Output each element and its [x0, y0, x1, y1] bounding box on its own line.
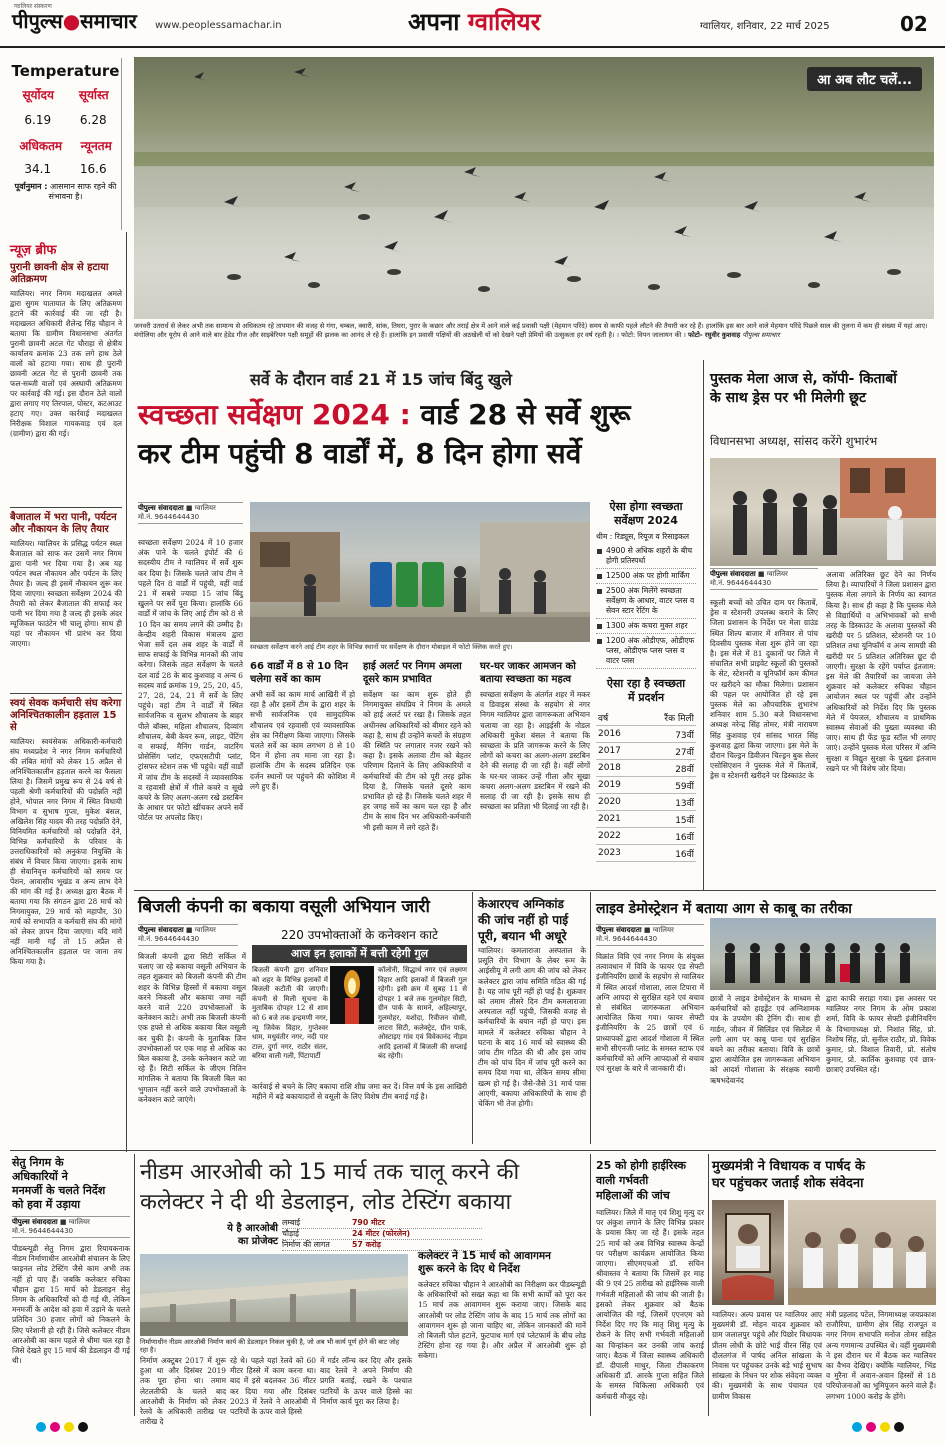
list-item: 1200 अंक ओडीएफ, ओडीएफ प्लस, ओडीएफ प्लस प्लस व वाटर प्लस: [596, 634, 696, 669]
condolence-rule: [708, 1154, 709, 1416]
fire-probe-headline-1: केआरएच अग्निकांड: [478, 897, 564, 911]
cyan-mark: [852, 1422, 862, 1432]
rank-value: 59वीं: [640, 777, 696, 794]
sunrise-value: 6.19: [24, 113, 52, 127]
yellow-mark: [880, 1422, 890, 1432]
brief-headline: स्वयं सेवक कर्मचारी संघ करेगा अनिश्चितकालीन हड़ताल 15 से: [10, 698, 122, 733]
rob-row-value: 57 करोड़: [352, 1240, 381, 1249]
fire-demo-byline-mobile: मो.नं. 9644644430: [596, 935, 658, 943]
pregnancy-headline: [596, 1158, 704, 1203]
lead-headline-red: स्वच्छता सर्वेक्षण 2024 :: [138, 398, 411, 431]
condolence-headline: [712, 1158, 938, 1192]
book-fair-headline-2: के साथ ड्रेस पर भी मिलेगी छूट: [710, 390, 866, 406]
rob-bottom-col2: रहे थे। पहले यहां रेलवे को 60 मीटर हिस्से में काम करना था। बाद में इसे बदलकर 36 मीटर कर दिया गया और दिसंबर 2023 में रेलवे ने आरओबी में पटरियों के ऊपर वाले हिस्से: [230, 1356, 316, 1417]
cyan-mark: [36, 1422, 46, 1432]
book-fair-photo-illustration: [710, 458, 936, 566]
book-fair-byline-city: ग्वालियर: [766, 570, 788, 578]
black-mark: [894, 1422, 904, 1432]
brief-divider: [10, 507, 122, 508]
fire-demo-headline: लाइव डेमोस्ट्रेशन में बताया आग से काबू का तरीका: [596, 901, 852, 917]
black-mark: [78, 1422, 88, 1432]
paper-name-right: समाचार: [80, 9, 137, 33]
masthead: [0, 0, 945, 48]
rob-row-label: चौड़ाई: [282, 1229, 299, 1238]
bridge-headline-2: कलेक्टर ने दी थी डेडलाइन, लोड टेस्टिंग बकाया: [140, 1190, 512, 1215]
fire-demo-body-col2: छात्रों ने लाइव डेमोस्ट्रेशन के माध्यम से कर्मचारियों को हाइड्रेंट एवं अग्निशामक यंत्र के उपयोग की ट्रेनिंग दी। साथ ही गार्डन, जीवन में सिलिंडर एवं सिलेंडर में लगी आग पर काबू पाना एवं सुरक्षित बचने का तरीका बताया। विवि के छात्रों द्वारा आयोजित इस जागरूकता अभियान को आदर्श गोशाला के संरक्षक स्वामी ऋषभदेवानंद: [710, 994, 820, 1085]
brief-body: ग्वालियर। नगर निगम मदाखलत अमले द्वारा सुगम यातायात के लिए अतिक्रमण हटाने की कार्रवाई की जा रही है। मदाखलत अधिकारी शैलेन्द्र सिंह चौहान ने बताया कि ग्रामीण विधानसभा अंतर्गत पुरानी छावनी अटल गेट चौराहा से क्षेत्रीय कार्यालय क्रमांक 23 तक लगे हाथ ठेले वालों को हटाया गया। साथ ही पुरानी छावनी अटल गेट से पुरानी छावनी तक फल-सब्जी वालों एवं अस्थायी अतिक्रमण पर कार्रवाई की गई। इस दौरान ठेले वालों द्वारा लगाए गए तिरपाल, पोस्टर, कटआउट हटाए गए। उक्त कार्रवाई मदाखलत निरीक्षक विशाल गायकवाड़ एवं दल (ग्रामीण) द्वारा की गई।: [10, 289, 122, 438]
lead-headline-black-2: कर टीम पहुंची 8 वार्डों में, 8 दिन होगा सर्वे: [138, 437, 582, 470]
collector-body: कलेक्टर रुचिका चौहान ने आरओबी का निरीक्षण कर पीडब्ल्यूडी के अधिकारियों को सख्त कहा था कि सभी कार्यों को पूरा कर 15 मार्च तक आवागमन शुरू कराया जाए। जिसके बाद आरओबी पर लोड टेस्टिंग जांच के बाद 15 मार्च तक लोगों का आवागमन शुरू हो जाना चाहिए था, लेकिन जानकारों की मानें तो बिजली पोल हटाने, फुटपाथ मार्ग एवं प्लेटफार्म के बीच लोड टेस्टिंग होना रह गया है। और अप्रैल में आरओबी शुरू हो सकेगा।: [418, 1280, 586, 1361]
top-photo-caption-text: जनवरी उतरार्ध से लेकर अभी तक सामान्य से अधिकतम रहे तापमान की वजह से गंगा, चम्बल, क्वारी, सांक, तिघरा, पुरार के कछार और तराई क्षेत्र में आने वाले कई प्रवासी पक्षी (मेहमान परिंदे) समय से काफी पहले लौटने की तैयारी कर रहे हैं। हालांकि इस बार आने वाले मेहमान परिंदे पिछले साल की तुलना में कम ही संख्या में यहां आए। मंगोलिया और यूरोप से आने वाले बार हेडेड गीज और साइबेरियन पक्षी समूहों की झलक का आनंद ले रहे हैं। हालांकि इन प्रवासी पक्षियों की अठखेली यों को देखने पक्षी प्रेमियों की उत्सुकता हर वर्ष रहती है। । फोटो: विपन जालायन की ।: [134, 322, 928, 339]
table-row: [596, 811, 696, 828]
condolence-body-col2: मंत्री प्रहलाद पटेल, निगमाध्यक्ष जयप्रकाश राजौरिया, ग्रामीण क्षेत्र सिंह राजपूत व नगर निगम सभापति मनोज तोमर सहित अन्य गणमान्य उपस्थित थे। वहीं मुख्यमंत्री ने इस दौरान घर में बैठक कर ग्वालियर का वैभव देखिए। क्योंकि ग्वालियर, भिंड व मुरैना में अवान-अवान हिस्सों से 18 परियोजनाओं का भूमिपूजन करने वाले हैं। लगभग 1000 करोड़ के होंगे।: [826, 1310, 936, 1401]
condolence-body-col1: ग्वालियर। अल्प प्रवास पर ग्वालियर आए मुख्यमंत्री डॉ. मोहन यादव शुक्रवार को ग्राम जलालपुर पहुंचे और पिछोर विधायक प्रीतम लोधी के छोटे भाई वीरन सिंह एवं दौलतगंज में पार्षद अनिल सांखला के निवास पर पहुंचकर उनके बड़े भाई सुभाष सांखला के निधन पर शोक संवेदना व्यक्त की। मुख्यमंत्री के साथ पंचायत एवं ग्रामीण विकास: [712, 1310, 822, 1401]
table-row: [596, 760, 696, 777]
rob-bottom-col3: में गर्डर लॉन्च कर दिए और इसके बाद रेलवे ने अपने निर्माण की प्रगति बताई, रखने के पश्चात पटरियों के ऊपर वाले हिस्से का निर्माण कार्य पूरा कर लिया है।: [320, 1356, 412, 1406]
electricity-byline-mobile: मो.नं. 9644644430: [138, 935, 200, 943]
weather-box: [10, 58, 122, 230]
sidebar-rule: [126, 232, 127, 1152]
bridge-left-headline: [12, 1156, 130, 1212]
lead-headline-black-1: वार्ड 28 से सर्वे शुरू: [420, 398, 631, 431]
outage-col1: बिजली कंपनी द्वारा शनिवार को शहर के विभिन्न इलाकों में बिजली कटौती की जाएगी। कंपनी से मिली सूचना के मुताबिक दोपहर 12 से शाम को 6 बजे तक इन्द्रमणी नगर, न्यू जिवेक विहार, गुप्तेश्वर धाम, मधुवंतीर नगर, नदी पार टाल, दुर्गा नगर, राठौर संतर, बरिया वाली गली, पिंटापार्टी: [252, 966, 328, 1061]
candle-photo: [330, 966, 374, 1024]
survey-theme: थीम : रिड्यूस, रियूज व रिसाइकल: [596, 532, 690, 541]
table-row: [282, 1218, 482, 1229]
bridge-left-headline-3: मनमर्जी के चलते निर्देश: [12, 1184, 106, 1197]
min-temp-value: 16.6: [79, 162, 107, 176]
bridge-byline-mobile: मो.नं. 9644644430: [12, 1227, 74, 1235]
table-row: [596, 828, 696, 845]
news-brief-sidebar: [10, 262, 122, 1155]
table-row: [596, 726, 696, 743]
condolence-headline-2: घर पहुंचकर जताई शोक संवेदना: [712, 1176, 864, 1191]
book-fair-body-col1: स्कूली बच्चों को उचित दाम पर किताबें, ड्रेस व स्टेशनरी उपलब्ध कराने के लिए जिला प्रशासन के निर्देश पर मेला ग्राउंड स्थित शिल्प बाजार में शनिवार से पांच दिवसीय पुस्तक मेला शुरू होने जा रहा है। इस मेले में 81 दुकानों पर जिले में संचालित सभी प्राइवेट स्कूलों की पुस्तकों के सेट, स्टेशनरी व यूनिफॉर्म कम कीमत पर खरीदने का मौका मिलेगा। प्रशासन की पहल पर आयोजित हो रहे इस पुस्तक मेले का औपचारिक शुभारंभ शनिवार शाम 5.30 बजे विधानसभा अध्यक्ष नरेन्द्र सिंह तोमर, मंत्री नारायण सिंह कुशवाह एवं सांसद भारत सिंह कुशवाह द्वारा किया जाएगा। इस मेले के दौरान चिल्ड्रन डिवीजन चिल्ड्रन बुक सेलर एसोसिएशन ने पुस्तक मेले में किताबें, ड्रेस व स्टेशनरी खरीदने पर डिस्काउंट के: [710, 598, 818, 781]
fire-demo-byline-name: पीपुल्स संवाददाता: [596, 926, 642, 934]
bridge-headline-1: नीडम आरओबी को 15 मार्च तक चालू करने की: [140, 1160, 520, 1185]
survey-box-title-1: ऐसा होगा स्वच्छता: [609, 500, 683, 513]
electricity-byline-city: ग्वालियर: [194, 926, 216, 934]
min-temp-label: न्यूनतम: [80, 139, 112, 153]
fire-demo-photo-illustration: [710, 918, 936, 990]
rank-value: 28वीं: [640, 760, 696, 777]
sunset-value: 6.28: [79, 113, 107, 127]
table-row: [596, 777, 696, 794]
fire-demo-body-col1: विक्रांत विवि एवं नगर निगम के संयुक्त तत्वावधान में विवि के फायर एंड सेफ्टी इंजीनियरिंग छात्रों के सहयोग से ग्वालियर में स्थित आदर्श गोशाला, लाल टिपारा में अग्नि आपदा से सुरक्षित रहने एवं बचाव से संबंधित जागरूकता अभियान आयोजित किया गया। फायर सेफ्टी इंजीनियरिंग के 25 छात्रों एवं 6 प्राध्यापकों द्वारा आदर्श गोशाला में स्थित सभी सीएनजी प्लांट के समस्त स्टाफ एवं कर्मचारियों को अग्नि आपदाओं से बचाव एवं सुरक्षा के बारे में जानकारी दी।: [596, 952, 704, 1074]
table-row: [596, 743, 696, 760]
survey-info-box: [596, 500, 696, 885]
bridge-byline-city: ग्वालियर: [68, 1218, 90, 1226]
brief-body: ग्वालियर। स्वयंसेवक अधिकारी-कर्मचारी संघ मध्यप्रदेश ने नगर निगम कर्मचारियों की लंबित मांगों को लेकर 15 अप्रैल से अनिश्चितकालीन हड़ताल करने का फैसला लिया है। जिसमें प्रमुख रूप से 24 वर्ष से पहली श्रेणी कर्मचारियों की पदोन्नति नहीं होने, भोपाल नगर निगम में स्थित विधायी विभाग व सुभाष गुप्ता, मुकेश बंसल, अखिलेश सिंह यादव की तरह पदोन्नति देने, विनियमित कर्मचारियों को पदोन्नति देने, विभिन्न कर्मचारियों के परिवार के उत्तराधिकारियों को अनुकंपा नियुक्ति के संबंध में विचार किया जाएगा। इसके साथ ही सेवानिवृत्त कर्मचारियों को समय पर पेंशन, आवासीय भूखंड व अन्य लाभ देने की मांग की गई है। अध्यक्ष द्वारा बैठक में बताया गया कि संगठन द्वारा 28 मार्च को निगमायुक्त, 29 मार्च को महापौर, 30 मार्च को सभापति व कर्मचारी संघ की मांगों को लेकर ज्ञापन दिया जाएगा। यदि मांगें नहीं मानी गईं तो 15 अप्रैल से अनिश्चितकालीन हड़ताल पर जाना तय किया गया है।: [10, 737, 122, 966]
sub1-head: 66 वार्डों में 8 से 10 दिन चलेगा सर्वे का काम: [250, 661, 348, 685]
rob-photo-illustration: [140, 1254, 408, 1336]
survey-photo-illustration: [250, 502, 590, 642]
rank-year: 2017: [596, 743, 640, 760]
fire-probe-headline-3: पूरी, बयान भी अधूरे: [478, 929, 567, 943]
electricity-deck: 220 उपभोक्ताओं के कनेक्शन काटे: [280, 928, 439, 942]
max-temp-label: अधिकतम: [19, 139, 63, 153]
lead-body-col1: स्वच्छता सर्वेक्षण 2024 में 10 हजार अंक पाने के चलते इंपोर्ट की 6 सदस्यीय टीम ने ग्वालियर में सर्वे शुरू कर दिया है। जिसके चलते जांच टीम ने पहले दिन 8 वार्डों में पहुंची, वहीं वार्ड 21 में सबसे ज्यादा 15 जांच बिंदु खुलने पर सर्वे पूरा किया। हालांकि 66 वार्डों में जांच के लिए आई टीम को 8 से 10 दिन का समय लगने की उम्मीद है। केन्द्रीय शहरी विकास मंत्रालय द्वारा भेजा सर्वे दल अब शहर के वार्डों में साफ सफाई के विभिन्न मानकों की जांच करेगा। जिसके तहत सर्वेक्षण के चलते दल वार्ड 28 के बाद कुशवाह व अन्य 6 सदस्य वार्ड क्रमांक 19, 25, 20, 45, 27, 28, 24, 21 में सर्वे के लिए पहुंचे। वहां टीम ने वार्डों में स्थित सार्वजनिक व सुलभ शौचालय के बाहर पीले बॉक्स, महिला शौचालय, दिव्यांग शौचालय, बेबी केयर रूम, लाइट, पेंटिंग व सफाई, मैनिंग गार्डन, वाटरिंग प्रोसेसिंग प्लांट, एफएसटीपी प्लांट, ट्रांसफर स्टेशन तक भी पहुंचे। वहीं वार्डों में जांच टीम के सदस्यों ने व्यावसायिक व रहवासी क्षेत्रों में गीले कचरे व सूखे कचरे के लिए अलग-अलग रखे डस्टबिन के आधार पर फोटो खींचकर अपने सर्वे पोर्टल पर अपलोड किए।: [138, 538, 243, 823]
sunrise-label: सूर्योदय: [22, 88, 54, 102]
top-photo-credit-left: फोटो- रघुवीर कुशवाह: [688, 330, 741, 339]
fire-demo-byline-city: ग्वालियर: [652, 926, 674, 934]
list-item: 1300 अंक कचरा मुक्त शहर: [596, 619, 696, 634]
rob-row-label: निर्माण की लागत: [282, 1240, 330, 1249]
lead-byline: पीपुल्स संवाददाता ■ ग्वालियर मो.नं. 9644644430: [138, 502, 243, 524]
table-row: [596, 709, 696, 726]
paper-name-dot: ●: [62, 9, 81, 33]
book-fair-byline: पीपुल्स संवाददाता ■ ग्वालियर मो.नं. 9644644430: [710, 568, 818, 590]
tiny-label: ग्वालियर संस्करण: [14, 3, 52, 10]
fire-demo-byline: पीपुल्स संवाददाता ■ ग्वालियर मो.नं. 9644644430: [596, 924, 704, 946]
rank-year: 2022: [596, 828, 640, 845]
rank-value: 16वीं: [640, 828, 696, 845]
magenta-mark: [866, 1422, 876, 1432]
top-photo-credit-right: पीपुल्स समाचार: [742, 330, 780, 339]
book-fair-photo: [710, 458, 936, 566]
condolence-portrait-illustration: [712, 1200, 784, 1305]
magenta-mark: [50, 1422, 60, 1432]
rob-row-value: 790 मीटर: [352, 1218, 385, 1227]
rank-value: 73वीं: [640, 726, 696, 743]
list-item: 2500 अंक मिलेंगे स्वच्छता सर्वेक्षण के आधार, वाटर प्लस व सेवन स्टार रेटिंग के: [596, 584, 696, 619]
section-title-black: अपना: [408, 8, 460, 36]
rank-table: [596, 709, 696, 862]
sub2-body: सर्वेक्षण का काम शुरू होते ही निगमायुक्त संघप्रिय ने निगम के अमले को हाई अलर्ट पर रखा है। जिसके तहत अधीनस्थ अधिकारियों को बीमार रहने को कहा है, साथ ही उन्होंने कचरों के संग्रहण की स्थिति पर लगातार नजर रखने को कहा है। इसके अलावा टीम को बेहतर परिणाम दिलाने के लिए अधिकारियों व कर्मचारियों की टीम को पूरी तरह झोंक दिया है, जिसके चलते दूसरे काम प्रभावित हो रहे हैं। जिसके चलते शहर में हर जगह सर्वे का काम चल रहा है और टीम के साथ दिन भर अधिकारी-कर्मचारी भी इसी काम में लगे रहते हैं।: [363, 690, 471, 832]
book-fair-subhead: विधानसभा अध्यक्ष, सांसद करेंगे शुभारंभ: [710, 434, 878, 448]
rob-row-label: लम्बाई: [282, 1218, 301, 1227]
sub3-body: स्वच्छता सर्वेक्षण के अंतर्गत शहर में मकर व डिवाइस संस्था के सहयोग से नगर निगम ग्वालियर द्वारा जागरूकता अभियान चलाया जा रहा है। आइईसी के नोडल अधिकारी मुकेश बंसल ने बताया कि स्वच्छता के प्रति जागरूक करने के लिए लोगों को कचरा का अलग-अलग डस्टबिन देने की सलाह दी जा रही है। वहीं लोगों के घर-घर जाकर उन्हें गीला और सूखा कचरा अलग-अलग डस्टबिन में रखने की सलाह दी जा रही है। इसके साथ ही स्वच्छता का प्रतिज्ञा भी दिलाई जा रही है।: [480, 690, 590, 812]
bridge-headline: [140, 1158, 584, 1218]
brief-headline: पुरानी छावनी क्षेत्र से हटाया अतिक्रमण: [10, 262, 109, 285]
collector-headline: [418, 1250, 586, 1276]
lead-byline-name: पीपुल्स संवाददाता: [138, 504, 184, 512]
section-title-red: ग्वालियर: [467, 8, 541, 36]
outage-col2: कॉलोनी, सिद्धार्थ नगर एवं लक्ष्मण विहार आदि इलाकों में बिजली गुल रहेगी। इसी क्रम में सुबह 11 से दोपहर 1 बजे तक गुलमोहर सिटी, ग्रीन पार्क के सामने, अहिल्यापुर, गुलमोहर, यशोदा, रिवीजन वोसी, लाटरा सिटी, कलेक्ट्रेट, ग्रीन पार्क, ओस्टाइए गांव एवं विवेकानंद नीड़म आदि इलाकों में बिजली की सप्लाई बंद रहेगी।: [378, 966, 467, 1061]
bridge-left-headline-4: को हवा में उड़ाया: [12, 1198, 81, 1211]
survey-box-title: [596, 500, 696, 528]
page-number: 02: [900, 12, 928, 36]
fire-probe-headline-2: की जांच नहीं हो पाई: [478, 913, 569, 927]
electricity-byline-name: पीपुल्स संवाददाता: [138, 926, 184, 934]
brief-headline: बैजाताल में भरा पानी, पर्यटन और नौकायन के लिए तैयार: [10, 512, 117, 535]
rank-title-1: ऐसा रहा है स्वच्छता: [606, 677, 686, 690]
rob-photo: [140, 1254, 408, 1336]
survey-criteria-list: [596, 544, 696, 669]
lead-kicker: सर्वे के दौरान वार्ड 21 में 15 जांच बिंदु खुले: [250, 370, 512, 389]
sunset-label: सूर्यास्त: [78, 88, 109, 102]
bridge-byline: पीपुल्स संवाददाता ■ ग्वालियर मो.नं. 9644644430: [12, 1216, 130, 1238]
forecast: [10, 182, 121, 202]
bridge-left-headline-1: सेतु निगम के: [12, 1156, 64, 1169]
weather-title: Temperature: [11, 62, 120, 80]
candle-icon: [330, 966, 374, 1024]
electricity-body-col1: बिजली कंपनी द्वारा सिटी सर्किल में चलाए जा रहे बकाया वसूली अभियान के तहत शुक्रवार को बिजली कंपनी की टीम शहर के विभिन्न हिस्सों में बकाया वसूल करने निकली और बकाया जमा नहीं करने वाले 220 उपभोक्ताओं के कनेक्शन काटे। अभी तक बिजली कंपनी एक हफ्ते से अधिक बकाया बिल वसूली कर चुकी है। कंपनी के मुताबिक जिन उपभोक्ताओं पर एक माह से अधिक का बिल बकाया है, उनके कनेक्शन काटे जा रहे हैं। सिटी सर्किल के जीएम नितिन मांगलिक ने बताया कि बिजली बिल का भुगतान नहीं करने वाले उपभोक्ताओं के कनेक्शन काटे जाएंगे।: [138, 952, 246, 1104]
section-title: [408, 8, 540, 36]
book-fair-byline-name: पीपुल्स संवाददाता: [710, 570, 756, 578]
mid-rule-2: [10, 1150, 936, 1151]
fire-demo-body-col3: द्वारा काफी सराहा गया। इस अवसर पर ग्वालियर नगर निगम के ओम प्रकाश शर्मा, विवि के फायर सेफ्टी इंजीनियरिंग के विभागाध्यक्ष प्रो. निशांत सिंह, प्रो. निशोष सिंह, प्रो. सुनील राठौर, प्रो. विवेक कुमार, प्रो. विशाल तिवारी, प्रो. संतोष कुमार, प्रो. कार्तिक कुशवाह एवं छात्र-छात्राएं उपस्थित रहे।: [826, 994, 936, 1075]
book-fair-headline: [710, 370, 936, 408]
bridge-byline-name: पीपुल्स संवाददाता: [12, 1218, 58, 1226]
pregnancy-headline-3: महिलाओं की जांच: [596, 1189, 670, 1202]
news-brief-label: न्यूज़ ब्रीफ: [10, 243, 57, 258]
photo-badge: आ अब लौट चलें...: [807, 67, 922, 91]
yellow-mark: [64, 1422, 74, 1432]
electricity-body-col2: कार्रवाई से बचने के लिए बकाया राशि शीघ्र जमा कर दें। वित्त वर्ष के इस आखिरी महीने में बड़े बकायादारों से वसूली के लिए विशेष टीम बनाई गई है।: [252, 1082, 467, 1102]
rob-photo-caption: निर्माणाधीन नीडम आरओबी निर्माण कार्य की डेडलाइन निकल चुकी है, जो अब भी कार्य पूर्ण होने की बाट जोह रहा है।: [140, 1338, 400, 1354]
forecast-label: पूर्वानुमान :: [14, 182, 48, 191]
rank-title-2: में प्रदर्शन: [627, 691, 665, 704]
sub1-body: अभी सर्वे का काम मार्च आखिरी में हो रहा है और इसमें टीम के द्वारा शहर के सभी सार्वजनिक एवं सामुदायिक शौचालय एवं रहवासी एवं व्यावसायिक क्षेत्र का निरीक्षण किया जाएगा। जिसके चलते सर्वे का काम लगभग 8 से 10 दिन में होना तय माना जा रहा है। हालांकि टीम के सदस्य प्रतिदिन एक दर्जन स्थानों पर पहुंचने की कोशिश में लगे हुए हैं।: [250, 690, 355, 791]
book-fair-headline-1: पुस्तक मेला आज से, कॉपी- किताबों: [710, 371, 897, 387]
collector-headline-1: कलेक्टर ने 15 मार्च को आवागमन: [418, 1250, 551, 1262]
bridge-right-rule: [590, 1154, 591, 1416]
bridge-left-headline-2: अधिकारियों ने: [12, 1170, 68, 1183]
lead-byline-mobile: मो.नं. 9644644430: [138, 513, 200, 521]
rob-bottom-col1: निर्माण अक्टूबर 2017 में शुरू हुआ था और दिसंबर 2019 तक पूरा होना था। तमाम लेटलतीफी के चलते बाद आरओबी के निर्माण को लेकर रेलवे के अधिकारी तारीख पर तारीख दे: [140, 1356, 226, 1427]
top-photo-caption: [134, 322, 934, 346]
lead-byline-city: ग्वालियर: [194, 504, 216, 512]
rank-year: 2021: [596, 811, 640, 828]
rank-col-rank: रैंक मिली: [640, 709, 696, 726]
rank-title: [596, 677, 696, 705]
rob-project-label-2: का प्रोजेक्ट: [238, 1236, 278, 1247]
table-row: [282, 1229, 482, 1240]
website-link[interactable]: www.peoplessamachar.in: [155, 20, 282, 31]
list-item: 4900 से अधिक शहरों के बीच होगी प्रतिस्पर्धा: [596, 544, 696, 569]
survey-photo-caption: स्वच्छता सर्वेक्षण करने आई टीम शहर के विभिन्न स्थानों पर सर्वेक्षण के दौरान मोबाइल में फोटो क्लिक करते हुए।: [250, 643, 513, 651]
rob-project-table: [282, 1218, 482, 1251]
brief-divider: [10, 693, 122, 694]
book-fair-body-col2: अलावा अतिरिक्त छूट देने का निर्णय लिया है। व्यापारियों ने जिला प्रशासन द्वारा पुस्तक मेला लगाने के निर्णय का स्वागत किया है। साथ ही कहा है कि पुस्तक मेले से विद्यार्थियों व अभिभावकों को सभी तरह के डिस्काउंट के अलावा पुस्तकों की खरीदी पर 5 प्रतिशत, स्टेशनरी पर 10 प्रतिशत तथा यूनिफॉर्म व अन्य सामग्री की खरीदी पर 5 प्रतिशत अतिरिक्त छूट दी जाएगी। सुरक्षा के रहेंगे पर्याप्त इंतजाम: इस मेले की तैयारियों का जायजा लेने शुक्रवार को कलेक्टर रुचिका चौहान आयोजन स्थल पर पहुंचीं और उन्होंने अधिकारियों को निर्देश दिए कि पुस्तक मेले में पेयजल, शौचालय व प्राथमिक स्वास्थ्य सेवाओं की पुख्ता व्यवस्था की जाए। साथ ही फेंड फूड स्टॉल भी लगाए जाएं। उन्होंने पुस्तक मेला परिसर में अग्नि सुरक्षा व विद्युत सुरक्षा के पुख्ता इंतजाम रखने पर भी विशेष जोर दिया।: [826, 570, 936, 773]
max-temp-value: 34.1: [24, 162, 52, 176]
rank-value: 27वीं: [640, 743, 696, 760]
rank-value: 15वीं: [640, 811, 696, 828]
rob-project-label-1: ये है आरओबी: [227, 1223, 278, 1234]
fire-probe-headline: [478, 896, 586, 944]
outage-box-head: आज इन इलाकों में बत्ती रहेगी गुल: [252, 945, 467, 963]
fire-demo-photo: [710, 918, 936, 990]
birds-photo: [134, 57, 934, 319]
forecast-text: आसमान साफ रहने की संभावना है।: [48, 182, 117, 201]
survey-photo: [250, 502, 590, 642]
pregnancy-body: ग्वालियर। जिले में मातृ एवं शिशु मृत्यु दर पर अंकुश लगाने के लिए विभिन्न प्रकार के प्रयास किए जा रहे हैं। इसके तहत 25 मार्च को अब विभिन्न स्वास्थ्य केन्द्रों पर परीक्षण कार्यक्रम आयोजित किया जाएगा। सीएमएचओ डॉ. सचिन श्रीवास्तव ने बताया कि जिसमें हर माह की 9 एवं 25 तारीख को हाईरिस्क वाली गर्भवती महिलाओं की जांच की जाती है। इसको लेकर शुक्रवार को बैठक आयोजित की गई, जिसमें एएनएम को निर्देश दिए गए कि मातृ शिशु मृत्यु के रोकने के लिए सभी गर्भवती महिलाओं का चिन्हांकन कर उनकी जांच कराई जाए। बैठक में जिला स्वास्थ्य अधिकारी डॉ. दीपाली माथुर, जिला टीकाकरण अधिकारी डॉ. आरके गुप्ता सहित जिले के समस्त चिकित्सा अधिकारी एवं कर्मचारी मौजूद रहे।: [596, 1208, 704, 1401]
sub3-head: घर-घर जाकर आमजन को बताया स्वच्छता का महत्व: [480, 661, 576, 685]
pregnancy-headline-2: वाली गर्भवती: [596, 1174, 649, 1187]
rob-row-value: 24 मीटर (फोरलेन): [352, 1229, 411, 1238]
rank-value: 13वीं: [640, 794, 696, 811]
condolence-photo-right: [788, 1200, 936, 1305]
rank-year: 2020: [596, 794, 640, 811]
brief-body: ग्वालियर। ग्वालियर के प्रसिद्ध पर्यटन स्थल बैजाताल को साफ कर उसमें नगर निगम द्वारा पानी भर दिया गया है। अब यह पर्यटन स्थल नौकायन और पर्यटन के लिए तैयार है। जल्द ही इसमें नौकायन शुरू कर दिया जाएगा। स्वच्छता सर्वेक्षण 2024 की तैयारी को लेकर बैजाताल की सफाई कर पानी भर दिया गया है जल्द ही इसके अंदर म्यूजिकल फाउंटेन भी चालू होगा। साथ ही यहां पर नौकायन भी प्रारंभ कर दिया जाएगा।: [10, 539, 122, 648]
bridge-left-rule: [134, 1154, 135, 1416]
survey-box-title-2: सर्वेक्षण 2024: [614, 514, 678, 527]
brief-item: [10, 698, 122, 1177]
list-item: 12500 अंक पर होगी मार्किंग: [596, 569, 696, 584]
rob-project-label: [196, 1222, 278, 1248]
brief-item: [10, 512, 122, 689]
table-row: [596, 845, 696, 862]
table-row: [596, 794, 696, 811]
electricity-headline: बिजली कंपनी का बकाया वसूली अभियान जारी: [138, 897, 430, 917]
mid-rule-1: [134, 890, 936, 891]
paper-name-left: पीपुल्स: [12, 9, 63, 33]
rank-col-year: वर्ष: [596, 709, 640, 726]
condolence-headline-1: मुख्यमंत्री ने विधायक व पार्षद के: [712, 1159, 865, 1174]
rank-year: 2019: [596, 777, 640, 794]
condolence-photo-left: [712, 1200, 784, 1305]
date-line: ग्वालियर, शनिवार, 22 मार्च 2025: [700, 21, 830, 32]
mid-rule-v2: [590, 892, 591, 1144]
mid-rule-v1: [472, 892, 473, 1144]
book-fair-byline-mobile: मो.नं. 9644644430: [710, 579, 772, 587]
sub2-head: हाई अलर्ट पर निगम अमला दूसरे काम प्रभावित: [363, 661, 462, 685]
brief-item: [10, 262, 122, 503]
condolence-group-illustration: [788, 1200, 936, 1305]
fire-probe-body: ग्वालियर। कमलाराजा अस्पताल के प्रसूति रोग विभाग के लेबर रूम के आईसीयू में लगी आग की जांच को लेकर कलेक्टर द्वारा जांच समिति गठित की गई है। यह जांच पूरी नहीं हो पाई है। शुक्रवार को तमाम तीसरे दिन टीम कमलाराजा अस्पताल नहीं पहुंची, जिसकी वजह से कर्मचारियों के बयान नहीं हो पाए। इस मामले में कलेक्टर रुचिका चौहान ने घटना के बाद 16 मार्च को स्वास्थ्य की जांच टीम गठित की थी और इस जांच टीम को पांच दिन में जांच पूरी करने का समय दिया गया था, लेकिन समय सीमा खत्म हो गई है। जैसे-जैसे 31 मार्च पास आएगी, बकाया अधिकारियों के साथ ही चेकिंग भी तेज होगी।: [478, 946, 586, 1109]
rank-value: 16वीं: [640, 845, 696, 862]
rank-year: 2018: [596, 760, 640, 777]
electricity-byline: पीपुल्स संवाददाता ■ ग्वालियर मो.नं. 9644644430: [138, 924, 238, 946]
birds-illustration: [134, 57, 934, 319]
pregnancy-headline-1: 25 को होगी हाईरिस्क: [596, 1159, 686, 1172]
lead-right-rule: [703, 360, 704, 890]
rank-year: 2016: [596, 726, 640, 743]
lead-headline: [138, 396, 703, 474]
bridge-left-body: पीडब्ल्यूडी सेतु निगम द्वारा रियायकनाक नीडम निर्माणाधीन आरओबी संचालन के लिए फाइनल लोड टेस्टिंग जैसे काम अभी तक नहीं हो पाए हैं। जबकि कलेक्टर रुचिका चौहान द्वारा 15 मार्च को डेडलाइन सेतु निगम के अधिकारियों को दी गई थी, लेकिन मनमर्जी के आदेश को हवा में उड़ाने के चलते प्रतिदिन 30 हजार लोगों को निकलने के लिए परेशानी हो रही है। जिसे कलेक्टर नीडम आरओबी का काम पहले से धीमा चल रहा है जिसे देखते हुए 15 मार्च की डेडलाइन दी गई थी।: [12, 1244, 130, 1366]
collector-headline-2: शुरू करने के दिए थे निर्देश: [418, 1263, 520, 1275]
rank-year: 2023: [596, 845, 640, 862]
paper-name: [12, 10, 137, 32]
